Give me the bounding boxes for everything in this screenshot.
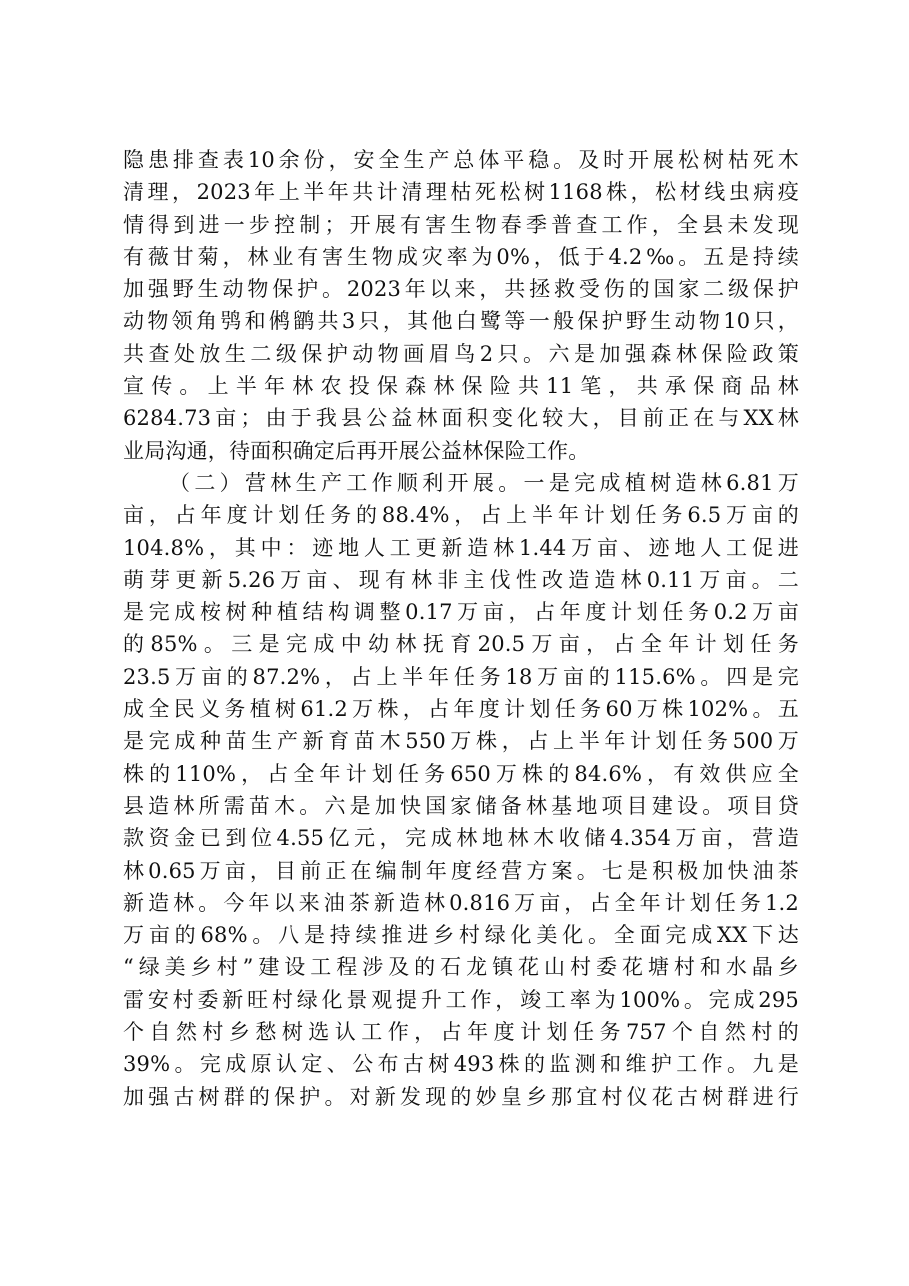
text-line: 款资金已到位4.55亿元，完成林地林木收储4.354万亩，营造 [123, 826, 799, 851]
text-line: 6284.73亩；由于我县公益林面积变化较大，目前正在与XX林 [123, 406, 799, 431]
text-line: 加强古树群的保护。对新发现的妙皇乡那宜村仪花古树群进行 [123, 1084, 799, 1109]
text-line: 共查处放生二级保护动物画眉鸟2只。六是加强森林保险政策 [123, 341, 799, 366]
text-line: 的85%。三是完成中幼林抚育20.5万亩，占全年计划任务 [123, 632, 799, 657]
text-line: 新造林。今年以来油茶新造林0.816万亩，占全年计划任务1.2 [123, 890, 799, 915]
text-line: 宣传。上半年林农投保森林保险共11笔，共承保商品林 [123, 374, 799, 399]
text-line: 萌芽更新5.26万亩、现有林非主伐性改造造林0.11万亩。二 [123, 567, 799, 592]
text-line: 动物领角鸮和鸺鹠共3只，其他白鹭等一般保护野生动物10只， [123, 309, 799, 334]
text-line: 是完成桉树种植结构调整0.17万亩，占年度计划任务0.2万亩 [123, 600, 799, 625]
text-line: 39%。完成原认定、公布古树493株的监测和维护工作。九是 [123, 1052, 799, 1077]
text-line: 有薇甘菊，林业有害生物成灾率为0%，低于4.2‰。五是持续 [123, 244, 799, 269]
text-line: 23.5万亩的87.2%，占上半年任务18万亩的115.6%。四是完 [123, 664, 799, 689]
text-line: 隐患排查表10余份，安全生产总体平稳。及时开展松树枯死木 [123, 148, 799, 172]
text-line: 个自然村乡愁树选认工作，占年度计划任务757个自然村的 [123, 1020, 799, 1045]
text-line: 清理，2023年上半年共计清理枯死松树1168株，松材线虫病疫 [123, 180, 799, 205]
text-line: 是完成种苗生产新育苗木550万株，占上半年计划任务500万 [123, 729, 799, 754]
text-line: 万亩的68%。八是持续推进乡村绿化美化。全面完成XX下达 [123, 923, 799, 948]
text-line: 株的110%，占全年计划任务650万株的84.6%，有效供应全 [123, 761, 799, 786]
text-line: 104.8%，其中：迹地人工更新造林1.44万亩、迹地人工促进 [123, 535, 799, 560]
text-line: 成全民义务植树61.2万株，占年度计划任务60万株102%。五 [123, 697, 799, 722]
body-text [123, 144, 799, 1113]
text-line: 业局沟通，待面积确定后再开展公益林保险工作。 [123, 438, 590, 463]
text-line: 雷安村委新旺村绿化景观提升工作，竣工率为100%。完成295 [123, 987, 799, 1012]
text-line: “绿美乡村”建设工程涉及的石龙镇花山村委花塘村和水晶乡 [123, 955, 799, 980]
text-line: 亩，占年度计划任务的88.4%，占上半年计划任务6.5万亩的 [123, 503, 799, 528]
text-line: 县造林所需苗木。六是加快国家储备林基地项目建设。项目贷 [123, 793, 799, 818]
section-heading-line: （二）营林生产工作顺利开展。一是完成植树造林6.81万 [169, 470, 799, 495]
text-line: 加强野生动物保护。2023年以来，共拯救受伤的国家二级保护 [123, 277, 799, 302]
text-line: 林0.65万亩，目前正在编制年度经营方案。七是积极加快油茶 [123, 858, 799, 883]
text-line: 情得到进一步控制；开展有害生物春季普查工作，全县未发现 [123, 212, 799, 237]
